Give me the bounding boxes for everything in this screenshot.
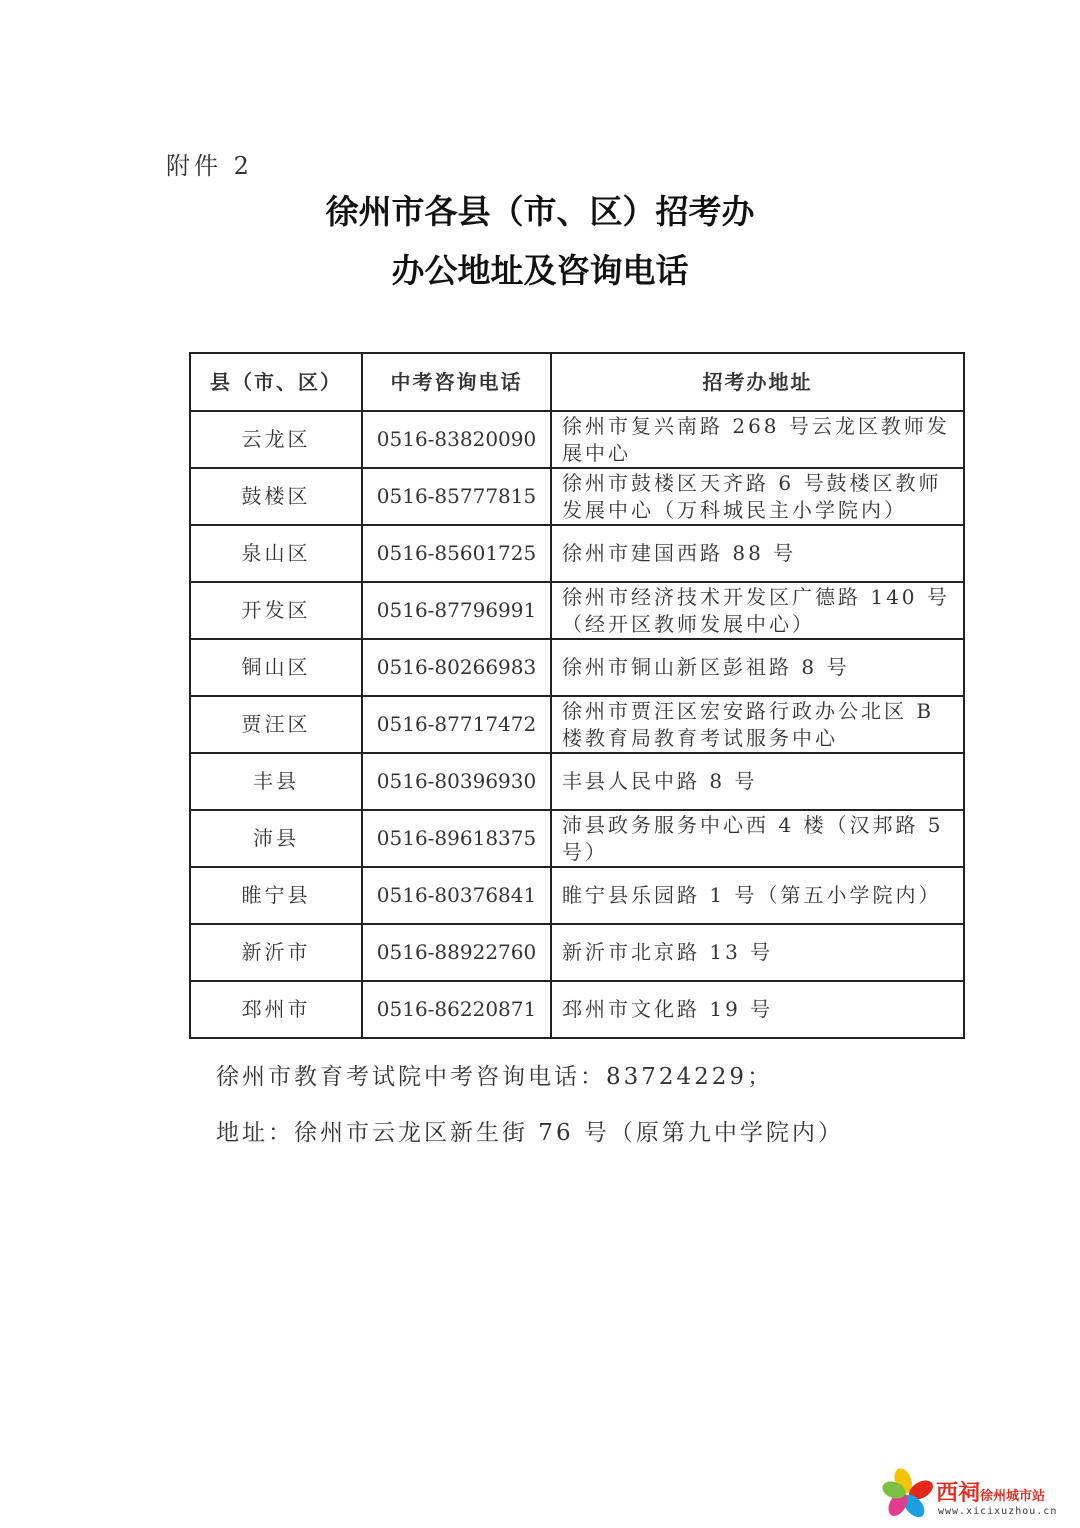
county-cell: 新沂市 [190,924,362,981]
county-cell: 沛县 [190,810,362,867]
table-row [190,810,964,867]
address-cell: 徐州市建国西路 88 号 [551,525,964,582]
county-cell: 邳州市 [190,981,362,1038]
table-row [190,867,964,924]
phone-cell: 0516-87796991 [362,582,551,639]
header-address: 招考办地址 [551,353,964,411]
address-cell: 徐州市经济技术开发区广德路 140 号（经开区教师发展中心） [551,582,964,639]
table-row [190,582,964,639]
phone-cell: 0516-88922760 [362,924,551,981]
table-row [190,411,964,468]
header-phone: 中考咨询电话 [362,353,551,411]
phone-cell: 0516-89618375 [362,810,551,867]
office-table [189,352,965,1039]
address-cell: 徐州市贾汪区宏安路行政办公北区 B 楼教育局教育考试服务中心 [551,696,964,753]
address-cell: 睢宁县乐园路 1 号（第五小学院内） [551,867,964,924]
county-cell: 贾汪区 [190,696,362,753]
exam-institute-address: 地址：徐州市云龙区新生街 76 号（原第九中学院内） [216,1120,844,1146]
document-title-line2: 办公地址及咨询电话 [391,251,689,290]
phone-cell: 0516-87717472 [362,696,551,753]
county-cell: 睢宁县 [190,867,362,924]
phone-cell: 0516-80266983 [362,639,551,696]
address-cell: 丰县人民中路 8 号 [551,753,964,810]
phone-cell: 0516-86220871 [362,981,551,1038]
exam-institute-phone: 徐州市教育考试院中考咨询电话：83724229； [216,1064,774,1090]
watermark-site-name: 徐州城市站 [980,1489,1046,1504]
address-cell: 徐州市复兴南路 268 号云龙区教师发展中心 [551,411,964,468]
phone-cell: 0516-85601725 [362,525,551,582]
address-cell: 徐州市铜山新区彭祖路 8 号 [551,639,964,696]
document-title-line1: 徐州市各县（市、区）招考办 [325,192,755,231]
watermark-brand-name: 西祠 [936,1481,981,1506]
address-cell: 邳州市文化路 19 号 [551,981,964,1038]
table-row [190,696,964,753]
table-row [190,924,964,981]
phone-cell: 0516-80376841 [362,867,551,924]
address-cell: 沛县政务服务中心西 4 楼（汉邦路 5 号） [551,810,964,867]
watermark-url: www.xicixuzhou.cn [938,1506,1058,1517]
table-header-row [190,353,964,411]
county-cell: 铜山区 [190,639,362,696]
county-cell: 泉山区 [190,525,362,582]
address-cell: 徐州市鼓楼区天齐路 6 号鼓楼区教师发展中心（万科城民主小学院内） [551,468,964,525]
county-cell: 鼓楼区 [190,468,362,525]
header-county: 县（市、区） [190,353,362,411]
phone-cell: 0516-83820090 [362,411,551,468]
table-row [190,981,964,1038]
table-row [190,753,964,810]
attachment-label: 附件 2 [166,152,253,180]
address-cell: 新沂市北京路 13 号 [551,924,964,981]
phone-cell: 0516-85777815 [362,468,551,525]
table-row [190,639,964,696]
phone-cell: 0516-80396930 [362,753,551,810]
table-row [190,468,964,525]
county-cell: 云龙区 [190,411,362,468]
watermark-brand [936,1476,1045,1507]
table-row [190,525,964,582]
county-cell: 丰县 [190,753,362,810]
county-cell: 开发区 [190,582,362,639]
